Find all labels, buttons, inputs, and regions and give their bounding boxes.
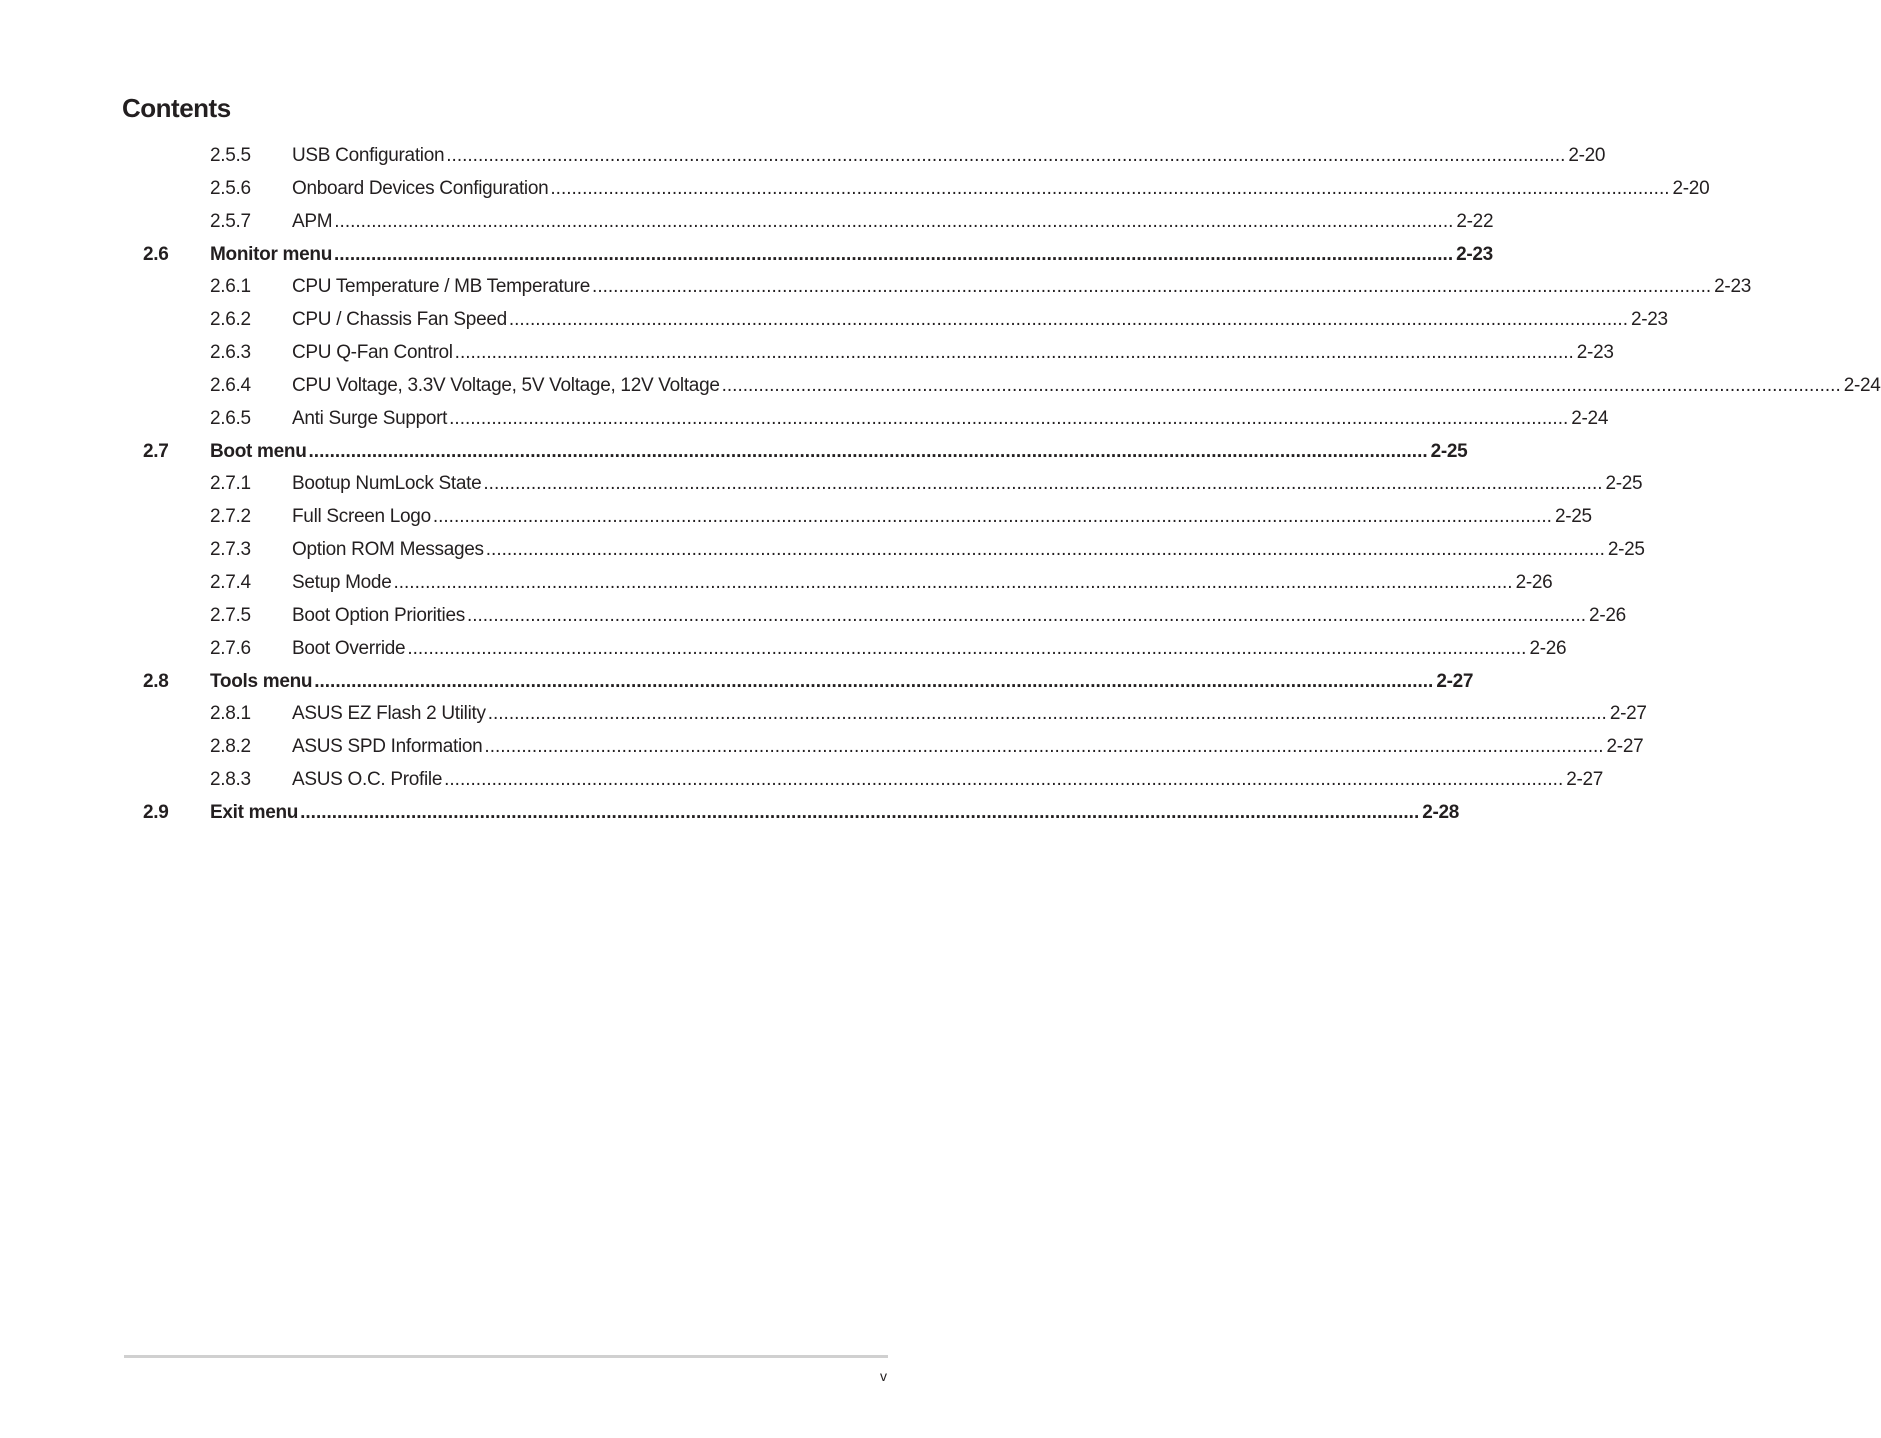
toc-entry-line bbox=[292, 501, 1592, 533]
toc-entry[interactable] bbox=[0, 797, 1460, 830]
toc-entry-title: Tools menu bbox=[210, 670, 313, 692]
toc-entry-number: 2.6.5 bbox=[210, 407, 251, 429]
toc-entry-line bbox=[292, 600, 1626, 632]
toc-entry-title: ASUS SPD Information bbox=[292, 736, 483, 758]
toc-entry-number: 2.8.3 bbox=[210, 769, 251, 791]
footer-divider bbox=[124, 1355, 888, 1358]
toc-entry[interactable] bbox=[0, 633, 1567, 666]
toc-entry-title: ASUS O.C. Profile bbox=[292, 769, 443, 791]
toc-entry-page: 2-26 bbox=[1529, 637, 1567, 659]
toc-entry-title: CPU / Chassis Fan Speed bbox=[292, 309, 507, 331]
toc-entry-title: Full Screen Logo bbox=[292, 506, 431, 528]
toc-entry-line bbox=[292, 140, 1606, 172]
toc-entry-number: 2.7.3 bbox=[210, 539, 251, 561]
toc-entry-title: CPU Temperature / MB Temperature bbox=[292, 276, 591, 298]
toc-entry-page: 2-20 bbox=[1568, 145, 1606, 166]
toc-entry[interactable] bbox=[0, 666, 1474, 699]
toc-entry-line bbox=[210, 436, 1468, 468]
toc-entry-title: Option ROM Messages bbox=[292, 539, 484, 561]
toc-entry-line bbox=[292, 633, 1567, 665]
toc-entry-title: Anti Surge Support bbox=[292, 407, 448, 429]
toc-entry-number: 2.7.2 bbox=[210, 506, 251, 528]
toc-entry[interactable] bbox=[0, 206, 1494, 239]
toc-dot-leader: .................................................................................................................................................................................................................... bbox=[393, 571, 1513, 593]
toc-dot-leader: .................................................................................................................................................................................................................... bbox=[485, 539, 1605, 561]
toc-entry-number: 2.5.6 bbox=[210, 177, 251, 199]
toc-entry-page: 2-25 bbox=[1607, 539, 1645, 561]
toc-dot-leader: .................................................................................................................................................................................................................... bbox=[487, 703, 1607, 725]
toc-entry-number: 2.7 bbox=[143, 440, 169, 462]
toc-entry-line bbox=[292, 764, 1604, 796]
table-of-contents bbox=[0, 140, 1881, 830]
toc-entry-number: 2.6.2 bbox=[210, 309, 251, 331]
toc-dot-leader: .................................................................................................................................................................................................................... bbox=[314, 670, 1434, 692]
toc-entry[interactable] bbox=[0, 173, 1710, 206]
toc-dot-leader: .................................................................................................................................................................................................................... bbox=[454, 342, 1574, 364]
toc-entry[interactable] bbox=[0, 239, 1493, 272]
toc-entry-number: 2.6.3 bbox=[210, 342, 251, 364]
toc-dot-leader: .................................................................................................................................................................................................................... bbox=[446, 145, 1566, 166]
toc-entry-line bbox=[292, 206, 1494, 238]
toc-entry-page: 2-20 bbox=[1672, 177, 1710, 199]
toc-entry[interactable] bbox=[0, 403, 1609, 436]
toc-entry-page: 2-25 bbox=[1554, 506, 1592, 528]
toc-entry-page: 2-27 bbox=[1606, 736, 1644, 758]
toc-entry[interactable] bbox=[0, 600, 1626, 633]
toc-dot-leader: .................................................................................................................................................................................................................... bbox=[308, 440, 1428, 462]
toc-entry-title: Setup Mode bbox=[292, 571, 392, 593]
toc-entry-line bbox=[292, 698, 1647, 730]
toc-entry-page: 2-26 bbox=[1515, 571, 1553, 593]
toc-dot-leader: .................................................................................................................................................................................................................... bbox=[334, 243, 1454, 265]
toc-entry-line bbox=[210, 797, 1460, 829]
toc-dot-leader: .................................................................................................................................................................................................................... bbox=[484, 736, 1604, 758]
toc-entry-number: 2.7.6 bbox=[210, 637, 251, 659]
toc-entry-page: 2-26 bbox=[1589, 604, 1626, 626]
toc-entry-number: 2.6 bbox=[143, 243, 169, 265]
toc-entry-title: CPU Q-Fan Control bbox=[292, 342, 453, 364]
toc-entry-line bbox=[292, 468, 1643, 500]
toc-dot-leader: .................................................................................................................................................................................................................... bbox=[592, 276, 1712, 298]
toc-entry[interactable] bbox=[0, 271, 1751, 304]
toc-entry-line bbox=[292, 534, 1645, 566]
toc-entry-number: 2.8 bbox=[143, 670, 169, 692]
toc-entry-title: Boot Option Priorities bbox=[292, 604, 465, 626]
toc-entry[interactable] bbox=[0, 501, 1592, 534]
toc-dot-leader: .................................................................................................................................................................................................................... bbox=[721, 374, 1841, 396]
toc-entry-line bbox=[292, 403, 1609, 435]
toc-entry-number: 2.5.5 bbox=[210, 145, 251, 166]
toc-entry-title: Bootup NumLock State bbox=[292, 473, 482, 495]
toc-dot-leader: .................................................................................................................................................................................................................... bbox=[466, 604, 1587, 626]
toc-entry[interactable] bbox=[0, 731, 1644, 764]
toc-dot-leader: .................................................................................................................................................................................................................... bbox=[508, 309, 1628, 331]
toc-entry-line bbox=[210, 666, 1474, 698]
toc-dot-leader: .................................................................................................................................................................................................................... bbox=[483, 473, 1603, 495]
toc-entry-page: 2-27 bbox=[1609, 703, 1647, 725]
page-title: Contents bbox=[122, 93, 231, 123]
toc-entry-page: 2-23 bbox=[1630, 309, 1668, 331]
toc-dot-leader: .................................................................................................................................................................................................................... bbox=[407, 637, 1527, 659]
toc-entry-line bbox=[292, 337, 1614, 369]
toc-entry[interactable] bbox=[0, 370, 1881, 403]
toc-entry[interactable] bbox=[0, 304, 1668, 337]
toc-entry-number: 2.8.1 bbox=[210, 703, 251, 725]
toc-entry-title: USB Configuration bbox=[292, 145, 445, 166]
toc-entry-page: 2-23 bbox=[1714, 276, 1751, 298]
toc-entry-page: 2-23 bbox=[1576, 342, 1614, 364]
toc-dot-leader: .................................................................................................................................................................................................................... bbox=[334, 210, 1454, 232]
toc-entry-title: Exit menu bbox=[210, 801, 299, 823]
toc-entry-line bbox=[292, 370, 1881, 402]
toc-entry-page: 2-23 bbox=[1456, 243, 1493, 265]
toc-entry-line bbox=[292, 304, 1668, 336]
toc-entry-title: Monitor menu bbox=[210, 243, 332, 265]
toc-entry-line bbox=[292, 567, 1553, 599]
toc-entry-line bbox=[292, 731, 1644, 763]
toc-entry[interactable] bbox=[0, 567, 1553, 600]
toc-entry-number: 2.7.4 bbox=[210, 571, 251, 593]
toc-entry-line bbox=[292, 271, 1751, 303]
toc-entry-number: 2.5.7 bbox=[210, 210, 251, 232]
toc-entry[interactable] bbox=[0, 337, 1614, 370]
toc-dot-leader: .................................................................................................................................................................................................................... bbox=[444, 769, 1564, 791]
toc-entry-number: 2.9 bbox=[143, 801, 169, 823]
toc-entry-title: CPU Voltage, 3.3V Voltage, 5V Voltage, 12V Voltage bbox=[292, 374, 720, 396]
toc-entry-page: 2-25 bbox=[1605, 473, 1643, 495]
toc-entry-number: 2.8.2 bbox=[210, 736, 251, 758]
toc-entry[interactable] bbox=[0, 436, 1468, 469]
toc-dot-leader: .................................................................................................................................................................................................................... bbox=[550, 177, 1670, 199]
toc-entry-line bbox=[210, 239, 1493, 271]
toc-entry-title: APM bbox=[292, 210, 333, 232]
toc-entry-title: Onboard Devices Configuration bbox=[292, 177, 549, 199]
toc-entry-number: 2.7.5 bbox=[210, 604, 251, 626]
toc-entry-line bbox=[292, 173, 1710, 205]
toc-entry[interactable] bbox=[0, 698, 1647, 731]
toc-dot-leader: .................................................................................................................................................................................................................... bbox=[449, 407, 1569, 429]
toc-entry-number: 2.7.1 bbox=[210, 473, 251, 495]
toc-entry[interactable] bbox=[0, 534, 1645, 567]
toc-entry-page: 2-27 bbox=[1566, 769, 1604, 791]
toc-entry-number: 2.6.4 bbox=[210, 374, 251, 396]
toc-entry-title: Boot Override bbox=[292, 637, 406, 659]
toc-entry-page: 2-28 bbox=[1422, 801, 1460, 823]
toc-entry-title: ASUS EZ Flash 2 Utility bbox=[292, 703, 486, 725]
toc-entry-page: 2-27 bbox=[1436, 670, 1474, 692]
footer-page-number: v bbox=[880, 1368, 887, 1384]
toc-dot-leader: .................................................................................................................................................................................................................... bbox=[432, 506, 1552, 528]
toc-entry-number: 2.6.1 bbox=[210, 276, 251, 298]
toc-entry[interactable] bbox=[0, 764, 1604, 797]
toc-entry-page: 2-22 bbox=[1456, 210, 1494, 232]
toc-entry-title: Boot menu bbox=[210, 440, 307, 462]
toc-entry-page: 2-24 bbox=[1843, 374, 1881, 396]
toc-dot-leader: .................................................................................................................................................................................................................... bbox=[300, 801, 1420, 823]
toc-entry-page: 2-25 bbox=[1430, 440, 1468, 462]
toc-entry[interactable] bbox=[0, 468, 1643, 501]
toc-entry-page: 2-24 bbox=[1571, 407, 1609, 429]
toc-entry[interactable] bbox=[0, 140, 1606, 173]
